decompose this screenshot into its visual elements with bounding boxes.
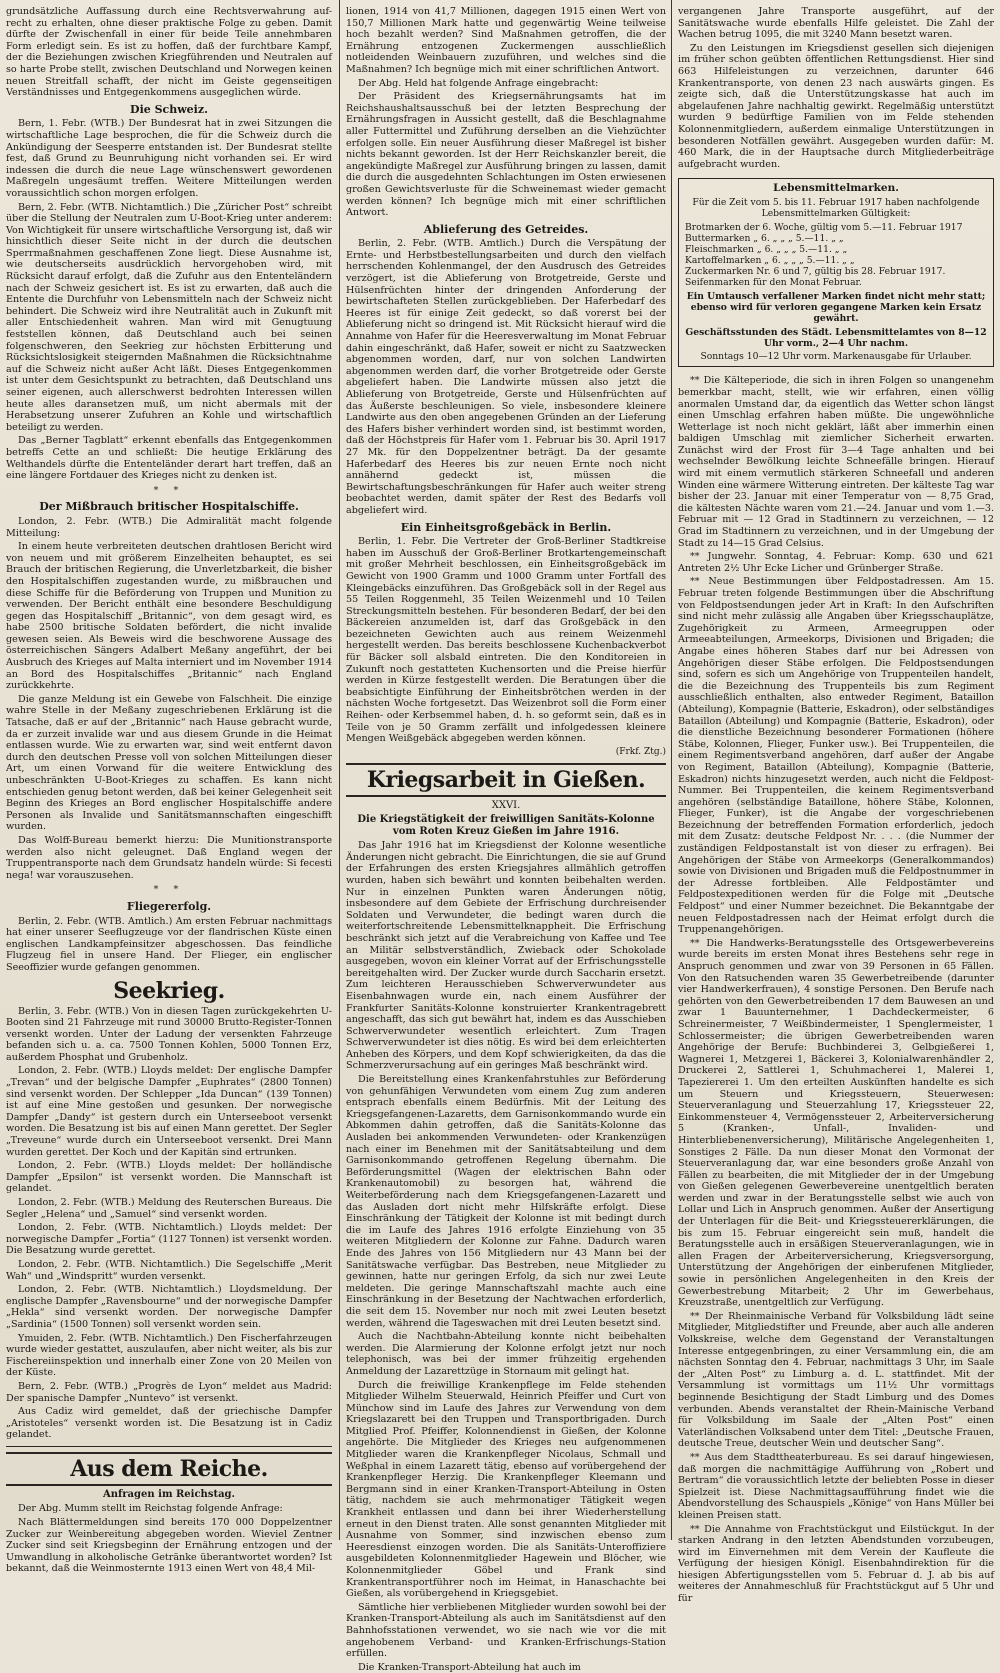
article-paragraph: Ymuiden, 2. Febr. (WTB. Nichtamtlich.) Den Fischerfahrzeugen wurde wieder gestattet, auszulaufen, aber nicht weiter, als bis zur Fischereiinspektion und innerhalb einer Zone von 20 Meilen von der Küste. xyxy=(6,1332,332,1379)
local-news-item: ** Die Kälteperiode, die sich in ihren Folgen so unangenehm bemerkbar macht, stellt, wie wir erfahren, einen völlig anormalen Umstand dar, da eigentlich das Wetter schon längst einen Umschlag erfahren haben müßte. Die ungewöhnliche Wetterlage ist noch nicht geklärt, läßt aber immerhin einen baldigen Umschlag mit ziemlicher Sicherheit erwarten. Zunächst wird der Frost für 3—4 Tage anhalten und bei wechselnder Bewölkung leichte Schneefälle bringen. Hierauf wird mit einem vermutlich stärkeren Schneefall und anderen Winden eine wärmere Witterung eintreten. Der kälteste Tag war bisher der 23. Januar mit einer Temperatur von — 8,75 Grad, die kältesten Nächte waren vom 21.—24. Januar und vom 1.—3. Februar mit — 12 Grad in Stadtinnern zu verzeichnen, — 12 Grad im Stadtinnern zu verzeichnen, und in der Umgebung der Stadt zu 14—15 Grad Celsius. xyxy=(678,375,994,549)
notice-row: Brotmarken der 6. Woche, gültig vom 5.—11. Februar 1917 xyxy=(685,222,963,234)
separator-stars: * * xyxy=(153,484,185,496)
notice-row: Kartoffelmarken „ 6. „ „ „ 5.—11. „ „ xyxy=(685,255,855,267)
notice-row: Buttermarken „ 6. „ „ „ 5.—11. „ „ xyxy=(685,233,844,245)
article-paragraph: Bern, 2. Febr. (WTB.) „Progrès de Lyon“ meldet aus Madrid: Der spanische Dampfer „Nuntevo“ ist versenkt. xyxy=(6,1380,332,1404)
article-paragraph: Die ganze Meldung ist ein Gewebe von Falschheit. Die einzige wahre Stelle in der Meßany zugeschriebenen Erklärung ist die Tatsache, daß er auf der „Britannic“ nach Hause gebracht wurde, da er zurzeit invalide war und aus diesem Grunde in die Heimat entlassen wurde. Wie zu erwarten war, sind weit entfernt davon durch den deutschen Presse voll von solchen Mitteilungen dieser Art, um einen Vorwand für die weitere Entwicklung des unbeschränkten U-Boot-Krieges zu schaffen. Es kann nicht entschieden genug betont werden, daß bei keiner Gelegenheit seit Beginn des Krieges an Bord englischer Hospitalschiffe andere Personen als Invalide und Sanitätsmannschaften eingeschifft wurden. xyxy=(6,693,332,833)
section-heading-getreide: Ablieferung des Getreides. xyxy=(423,222,589,236)
local-news-item: ** Die Annahme von Frachtstückgut und Eilstückgut. In der starken Andrang in den letzten Abendstunden vorzubeugen, wird im Einvernehmen mit dem Verein der Kaufleute die Verfügung der hiesigen Königl. Eisenbahndirektion für die hiesigen Abfertigungsstellen vom 5. Februar d. J. ab bis auf weiteres der Annahmeschluß für Frachtstückgut auf 5 Uhr und für xyxy=(678,1523,994,1605)
article-paragraph: Der Präsident des Kriegsernährungsamts hat im Reichshaushaltsausschuß bei der letzten Besprechung der Ernährungsfragen in Aussicht gestellt, daß die Beschlagnahme aller Futtermittel und Zuführung derselben an die Viehzüchter erfolgen solle. Ein neuer Ausführung dieser Maßregel ist bisher nichts bekannt geworden. Ist der Herr Reichskanzler bereit, die angekündigte Maßregel zur Ausführung bringen zu lassen, damit die durch die ausgedehnten Schlachtungen im Osten erwiesenen großen Gewichtsverluste für die Schweinemast wieder gemacht werden können? Ich begnüge mich mit einer schriftlichen Antwort. xyxy=(346,91,666,219)
column-2 xyxy=(346,0,666,1673)
article-paragraph: Die Kranken-Transport-Abteilung hat auch im xyxy=(358,1661,581,1673)
notice-office-hours: Geschäftsstunden des Städt. Lebensmittelamtes von 8—12 Uhr vorm., 2—4 Uhr nachm. xyxy=(685,327,987,350)
series-number: XXVI. xyxy=(491,800,521,812)
article-paragraph: Die Bereitstellung eines Krankenfahrstuhles zur Beförderung von gehunfähigen Verwundeten vom einem Zug zum anderen entsprach ebenfalls einem Bedürfnis. Mit der Leitung des Kriegsgefangenen-Lazaretts, dem Garnisonkommando wurde ein Abkommen dahin getroffen, daß die Sanitäts-Kolonne das Ausladen bei ankommenden Verwundeten- oder Krankenzügen nach einer im Benehmen mit der Sanitätsabteilung und dem Garnisonkommando getroffenen Regelung übernahm. Die Beförderungsmittel (Wagen der elektrischen Bahn oder Krankenautomobil) zu besorgen hat, während die Weiterbeförderung nach dem Kriegsgefangenen-Lazarett und das Ausladen dort nicht mehr Hilfskräfte erfolgt. Diese Einschränkung der Tätigkeit der Kolonne ist mit bedingt durch die im Laufe des Jahres 1916 erfolgte Einziehung von 35 weiteren Mitgliedern der Kolonne zur Fahne. Dadurch waren Ende des Jahres von 156 Mitgliedern nur 43 Mann bei der Sanitätswache verfügbar. Das Bestreben, neue Mitglieder zu gewinnen, hatte nur geringen Erfolg, da sich nur zwei Leute meldeten. Die geringe Mannschaftszahl machte auch eine Einschränkung in der Besetzung der Nachtwachen erforderlich, die seit dem 15. November nur noch mit zwei Leuten besetzt werden, während die Tageswachen mit drei Leuten besetzt sind. xyxy=(346,1074,666,1329)
article-paragraph: London, 2. Febr. (WTB.) Lloyds meldet: Der holländische Dampfer „Epsilon“ ist versenkt worden. Die Mannschaft ist gelandet. xyxy=(6,1160,332,1195)
article-paragraph: Berlin, 2. Febr. (WTB. Amtlich.) Durch die Verspätung der Ernte- und Herbstbestellungsarbeiten und durch den vielfach herrschenden Kohlenmangel, der den Ausdrusch des Getreides verzögert, ist die Ablieferung von Brotgetreide, Gerste und Hülsenfrüchten hinter der dringenden Anforderung der bewirtschafteten Stellen zurückgeblieben. Der Haferbedarf des Heeres ist für einige Zeit gedeckt, so daß vorerst bei der Ablieferung nicht so dringend ist. Mit Rücksicht hierauf wird die Annahme von Hafer für die Heeresverwaltung im Monat Februar dahin eingeschränkt, daß Hafer, soweit er nicht zu Saatzwecken abgenommen worden, darf, nur von solchen Landwirten abgenommen werden darf, die vorher Brotgetreide oder Gerste abgeliefert haben. Die Landwirte müssen also jetzt die Ablieferung von Brotgetreide, Gerste und Hülsenfrüchten auf das Äußerste beschleunigen. So viele, insbesondere kleinere Landwirte aus den oben angegebenen Gründen an der Lieferung des Hafers bisher verhindert worden sind, ist bestimmt worden, daß der Höchstpreis für Hafer vom 1. Februar bis 30. April 1917 27 Mk. für den Doppelzentner beträgt. Da der gesamte Haferbedarf des Heeres bis zur neuen Ernte noch nicht annähernd gedeckt ist, müssen die Bewirtschaftungsbeschränkungen für Hafer auch weiter streng beobachtet werden, damit später der Rest des Bedarfs voll abgeliefert wird. xyxy=(346,238,666,516)
article-paragraph: Das „Berner Tagblatt“ erkennt ebenfalls das Entgegenkommen betreffs Cette an und schließt: Die heutige Erklärung des Welthandels dürfte die Ententeländer derart hart treffen, daß an eine längere Fortdauer des Krieges nicht zu denken ist. xyxy=(6,435,332,482)
column-rule xyxy=(339,0,340,1540)
article-paragraph: London, 2. Febr. (WTB. Nichtamtlich.) Lloyds meldet: Der norwegische Dampfer „Fortia“ (1127 Tonnen) ist versenkt worden. Die Besatzung wurde gerettet. xyxy=(6,1222,332,1257)
local-news-item: ** Neue Bestimmungen über Feldpostadressen. Am 15. Februar treten folgende Bestimmungen über die Abschriftung von Feldpostsendungen jeder Art in Kraft: In den Aufschriften sind nicht mehr zulässig alle Angaben über Kriegsschauplätze, Zugehörigkeit zu Armeen, Armeegruppen oder Armeeabteilungen, Armeekorps, Divisionen und Brigaden; die Angabe eines höheren Stabes darf nur bei Adressen von Angehörigen dieser Stäbe erfolgen. Die Feldpostsendungen sind, sofern es sich um Angehörige von Truppenteilen handelt, die die Bezeichnung des Truppenteils bis zum Regiment ausschließlich enthalten, also entweder Regiment, Bataillon (Abteilung), Kompagnie (Batterie, Eskadron), oder selbständiges Bataillon (Abteilung) und Kompagnie (Batterie, Eskadron), oder die dienstliche Bezeichnung besonderer Formationen (höhere Stäbe, Kolonnen, Flieger, Funker usw.). Bei Truppenteilen, die einem Regimentsverband angehören, darf außer der Angabe von Regiment, Bataillon (Abteilung), Kompagnie (Batterie, Eskadron) nichts hinzugesetzt werden, auch nicht die Feldpost-Nummer. Bei Truppenteilen, die keinem Regimentsverband angehören (selbständige Bataillone, höhere Stäbe, Kolonnen, Flieger, Funker), ist die Angabe der vorgeschriebenen Bezeichnung der betreffenden Formation erforderlich, jedoch mit dem Zusatz: deutsche Feldpost Nr. . . . (die Nummer der zuständigen Feldpostanstalt ist von dieser zu erfragen). Bei Angehörigen der Stäbe von Armeekorps (Generalkommandos) sowie von Divisionen und Brigaden muß die Feldpostnummer in der Adresse fortbleiben. Alle Feldpostämter und Feldpostexpeditionen werden für die Folge mit „Deutsche Feldpost“ und einer Nummer bezeichnet. Die Bekanntgabe der neuen Feldpostadressen nach der Heimat erfolgt durch die Truppenangehörigen. xyxy=(678,576,994,936)
column-3 xyxy=(678,0,994,1605)
article-paragraph: Der Abg. Mumm stellt im Reichstag folgende Anfrage: xyxy=(18,1503,283,1515)
notice-row: Fleischmarken „ 6. „ „ „ 5.—11. „ „ xyxy=(685,244,848,256)
subheading-anfragen: Anfragen im Reichstag. xyxy=(102,1488,236,1500)
article-paragraph: London, 2. Febr. (WTB.) Lloyds meldet: Der englische Dampfer „Trevan“ und der belgische Dampfer „Euphrates“ (2800 Tonnen) sind versenkt worden. Der Schlepper „Ida Duncan“ (139 Tonnen) ist auf eine Mine gestoßen und gesunken. Der norwegische Dampfer „Dandy“ ist gestern durch ein Unterseeboot versenkt worden. Die Besatzung ist bis auf einen Mann gerettet. Der Segler „Treveune“ wurde durch ein Unterseeboot versenkt. Drei Mann wurden gerettet. Der Koch und der Kapitän sind ertrunken. xyxy=(6,1065,332,1158)
section-heading-missbrauch: Der Mißbrauch britischer Hospitalschiffe. xyxy=(39,500,299,514)
column-1 xyxy=(6,0,332,1575)
article-paragraph: Der Abg. Held hat folgende Anfrage eingebracht: xyxy=(358,77,599,89)
notice-warning: Ein Umtausch verfallener Marken findet nicht mehr statt; ebenso wird für verloren gegangene Marken kein Ersatz gewährt. xyxy=(686,291,986,325)
article-paragraph: Berlin, 1. Febr. Die Vertreter der Groß-Berliner Stadtkreise haben im Ausschuß der Groß-Berliner Brotkartengemeinschaft mit großer Mehrheit beschlossen, ein Einheitsgroßgebäck im Gewicht von 1900 Gramm und 1000 Gramm unter Fortfall des Kleingebäcks einzuführen. Das Großgebäck soll in der Regel aus 55 Teilen Roggenmehl, 35 Teilen Weizenmehl und 10 Teilen Streckungsmitteln bestehen. Für besonderen Bedarf, der bei den Bäckereien anzumelden ist, darf das Großgebäck in den bezeichneten Gewichten auch aus reinem Weizenmehl hergestellt werden. Das bereits beschlossene Kuchenbackverbot für Bäcker soll alsbald eintreten. Die den Konditoreien in Zukunft noch gestatteten Kuchensorten und die Preise hierfür werden in Kürze festgestellt werden. Die Beratungen über die beabsichtigte Einführung der Einheitsbrötchen werden in der nächsten Woche fortgesetzt. Das Weizenbrot soll die Form einer Reihen- oder Kerbsemmel haben, d. h. so geformt sein, daß es in Teile von je 50 Gramm zerfällt und infolgedessen kleinere Mengen Weißgebäck abgegeben werden können. xyxy=(346,536,666,745)
article-paragraph: Aus Cadiz wird gemeldet, daß der griechische Dampfer „Aristoteles“ versenkt worden ist. Die Besatzung ist in Cadiz gelandet. xyxy=(6,1406,332,1441)
separator-stars: * * xyxy=(153,884,185,896)
divider xyxy=(6,1446,332,1447)
article-paragraph: grundsätzliche Auffassung durch eine Rechtsverwahrung auf-recht zu erhalten, ohne dieser praktische Folge zu geben. Damit dürfte der Zwischenfall in einer für beide Teile annehmbaren Form erledigt sein. Es ist zu hoffen, daß der furchtbare Kampf, der die Beziehungen zwischen Kriegführenden und Neutralen auf so harte Probe stellt, zwischen Deutschland und Norwegen keinen neuen Streitfall schafft, der nicht im Geiste gegenseitigen Verständnisses und Entgegenkommens ausgeglichen würde. xyxy=(6,6,332,99)
section-heading-seekrieg: Seekrieg. xyxy=(113,977,225,1004)
article-paragraph: Bern, 2. Febr. (WTB. Nichtamtlich.) Die „Züricher Post“ schreibt über die Stellung der Neutralen zum U-Boot-Krieg unter anderem: Von Wichtigkeit für unsere wirtschaftliche Versorgung ist, daß wir hinsichtlich dieser Seite nicht in der durch die deutschen Sperrmaßnahmen geschaffenen Zone liegt. Diese Ausnahme ist, wie deutscherseits ausdrücklich hervorgehoben wird, mit Rücksicht darauf erfolgt, daß die Zufuhr aus den Ententeländern nach der Schweiz gesichert ist. Es ist zu erwarten, daß auch die Entente die Durchfuhr von Lebensmitteln nach der Schweiz nicht behindert. Die Schweiz wird ihre Neutralität auch in Zukunft mit aller Entschiedenheit wahren. Man wird mit Genugtuung feststellen können, daß Deutschland auch bei seinen folgenschweren, den Seekrieg zur höchsten Erbitterung und Rücksichtslosigkeit steigernden Maßnahmen die Rücksichtnahme auf die Schweiz nicht außer Acht läßt. Dieses Entgegenkommen ist unter dem Gesichtspunkt zu betrachten, daß Deutschland uns seiner eigenen, auch allerschwerst bedrohten Interessen willen heute alles daransetzen muß, um nicht abermals mit der Herabsetzung unserer Zufuhren an Kohle und wirtschaftlich beteiligt zu werden. xyxy=(6,201,332,433)
article-subheading: Die Kriegstätigkeit der freiwilligen Sanitäts-Kolonne vom Roten Kreuz Gießen im Jahre 1916. xyxy=(357,814,655,837)
article-paragraph: London, 2. Febr. (WTB.) Die Admiralität macht folgende Mitteilung: xyxy=(6,515,332,539)
section-heading-einheitsbrot: Ein Einheitsgroßgebäck in Berlin. xyxy=(400,520,612,534)
local-news-item: ** Aus dem Stadttheaterbureau. Es sei darauf hingewiesen, daß morgen die nachmittägige Aufführung von „Robert und Bertram“ die voraussichtlich letzte der beliebten Posse in dieser Spielzeit ist. Diese Nachmittagsaufführung findet wie die Abendvorstellung des Schauspiels „Könige“ von Hans Müller bei kleinen Preisen statt. xyxy=(678,1451,994,1521)
notice-title: Lebensmittelmarken. xyxy=(773,182,899,195)
article-paragraph: lionen, 1914 von 41,7 Millionen, dagegen 1915 einen Wert von 150,7 Millionen Mark hatte und gegenwärtig Weine teilweise hoch bezahlt werden? Sind Maßnahmen getroffen, die der Ernährung entzogenen Zuckermengen ausschließlich notleidenden Weinbauern zuzuführen, und welches sind die Maßnahmen? Ich begnüge mich mit einer schriftlichen Antwort. xyxy=(346,6,666,75)
article-paragraph: Das Jahr 1916 hat im Kriegsdienst der Kolonne wesentliche Änderungen nicht gebracht. Die Einrichtungen, die sie auf Grund der Erfahrungen des ersten Kriegsjahres allmählich getroffen wurden, haben sich bewährt und konnten beibehalten werden. Nur in einzelnen Punkten waren Änderungen nötig, insbesondere auf dem Gebiete der Erfrischung durchreisender Soldaten und Verwundeter, die bedingt waren durch die weiterfortschreitende Lebensmittelknappheit. Die Erfrischung beschränkt sich jetzt auf die Verabreichung von Kaffee und Tee an Militär selbstverständlich, Zwieback oder Schokolade ausgegeben, wovon ein kleiner Vorrat auf der Erfrischungsstelle bereitgehalten wird. Der Zucker wurde durch Saccharin ersetzt. Zum leichteren Herausschieben Schwerverwundeter aus Eisenbahnwagen wurde ein, nach einem Ausführer der Frankfurter Sanitäts-Kolonne konstruierter Krankentragebrett angeschafft, das sich gut bewährt hat, indem es das Ausschieben Schwerverwundeter wesentlich erleichtert. Zum Tragen Schwerverwundeter ist dies nötig. Es wird bei dem erleichterten Anheben des Körpers, und dem Kopf schwierigkeiten, da das die Schmerzverursachung auf ein geringes Maß beschränkt wird. xyxy=(346,840,666,1072)
article-paragraph: Berlin, 3. Febr. (WTB.) Von in diesen Tagen zurückgekehrten U-Booten sind 21 Fahrzeuge mit rund 30000 Brutto-Register-Tonnen versenkt worden. Unter der Ladung der versenkten Fahrzeuge befanden sich u. a. ca. 7500 Tonnen Kohlen, 5000 Tonnen Erz, außerdem Phosphat und Grubenholz. xyxy=(6,1005,332,1063)
article-paragraph: Bern, 1. Febr. (WTB.) Der Bundesrat hat in zwei Sitzungen die wirtschaftliche Lage besprochen, die für die Schweiz durch die Ankündigung der Seesperre entstanden ist. Der Bundesrat stellte fest, daß Grund zu Beunruhigung nicht vorhanden sei. Er wird indessen die durch die neue Lage wünschenswert gewordenen Maßregeln ungesäumt treffen. Weitere Mitteilungen werden voraussichtlich schon morgen erfolgen. xyxy=(6,118,332,199)
article-paragraph: Das Wolff-Bureau bemerkt hierzu: Die Munitionstransporte werden also nicht geleugnet. Daß England wegen der Truppentransporte nach dem Grundsatz handeln würde: Si fecesti nega! war vorauszusehen. xyxy=(6,834,332,881)
local-news-item: ** Jungwehr. Sonntag, 4. Februar: Komp. 630 und 621 Antreten 2½ Uhr Ecke Licher und Grünberger Straße. xyxy=(678,551,994,574)
article-paragraph: Berlin, 2. Febr. (WTB. Amtlich.) Am ersten Februar nachmittags hat einer unserer Seeflugzeuge vor der flandrischen Küste einen englischen Landkampfeinsitzer abgeschossen. Das feindliche Flugzeug fiel in unsere Hand. Der Flieger, ein englischer Seeoffizier wurde gefangen genommen. xyxy=(6,915,332,973)
article-paragraph: London, 2. Febr. (WTB. Nichtamtlich.) Lloydsmeldung. Der englische Dampfer „Ravensbourne“ und der norwegische Dampfer „Hekla“ sind versenkt worden. Der norwegische Dampfer „Sardinia“ (1500 Tonnen) soll versenkt worden sein. xyxy=(6,1284,332,1330)
article-paragraph: Durch die freiwillige Krankenpflege im Felde stehenden Mitglieder Wilhelm Steuerwald, Heinrich Pfeiffer und Curt von Münchow sind im Laufe des Jahres zur Verwendung von dem Kriegslazarett bei den Truppen und Transportbrigaden. Durch Mitglied Prof. Pfeiffer, Kolonnendienst in Gießen, der Kolonne angehörte. Die Mitglieder des Krieges neu aufgenommenen Mitglieder waren die Krankenpfleger Nicolaus, Schmall und Weßphal in einem Lazarett tätig, ebenso auf vorübergehend der Krankenpfleger Herzig. Die Krankenpfleger Kleemann und Bergmann sind in einer Kranken-Transport-Abteilung in Osten tätig, nachdem sie auch mehrmonatiger Tätigkeit wegen Krankheit entlassen und dann bei ihrer Wiederherstellung erneut in den Dienst traten. Alle sonst genannten Mitglieder mit Ausnahme von Sommer, sind inzwischen ebenso zum Heeresdienst einzogen worden. Die als Sanitäts-Unteroffiziere ausgebildeten Kolonnenmitglieder Hagewein und Blöcher, wie Kolonnenmitglieder Göbel und Frank sind Krankentransportführer noch im Heimat, in Hanaschachte bei Gießen, als vorübergehend in Kriegsgebiet. xyxy=(346,1379,666,1600)
article-paragraph: In einem heute verbreiteten deutschen drahtlosen Bericht wird von neuem und mit größerem Einzelheiten behauptet, es sei Brauch der britischen Regierung, die Unverletzbarkeit, die bisher den Hospitalschiffen zugestanden wurde, zu mißbrauchen und diese Schiffe für die Beförderung von Truppen und Munition zu verwenden. Der Bericht enthält eine besondere Beschuldigung gegen das Hospitalschiff „Britannic“, von dem gesagt wird, es habe 2500 britische Soldaten befördert, die nicht invalide gewesen seien. Als Beweis wird die beschworene Aussage des österreichischen Sängers Adalbert Meßany angeführt, der bei Ausbruch des Krieges auf Malta interniert und im November 1914 an Bord des Hospitalschiffes „Britannic“ nach England zurückkehrte. xyxy=(6,541,332,692)
source-attribution: (Frkf. Ztg.) xyxy=(615,746,666,757)
article-paragraph: Nach Blättermeldungen sind bereits 170 000 Doppelzentner Zucker zur Weinbereitung abgegeben worden. Wieviel Zentner Zucker sind seit Kriegsbeginn der Ernährung entzogen und der Umwandlung in alkoholische Getränke überantwortet worden? Ist bekannt, daß die Weinmosternte 1913 einen Wert von 48,4 Mil- xyxy=(6,1517,332,1575)
article-paragraph: London, 2. Febr. (WTB.) Meldung des Reuterschen Bureaus. Die Segler „Helena“ und „Samuel“ sind versenkt worden. xyxy=(6,1197,332,1220)
section-heading-schweiz: Die Schweiz. xyxy=(130,102,208,116)
local-news-item: ** Der Rheinmainische Verband für Volksbildung lädt seine Mitglieder, Mitgliedstifter und Freunde, aber auch alle anderen Volkskreise, welche dem Gegenstand der Veranstaltungen Interesse entgegenbringen, zu einer Versammlung ein, die am nächsten Sonntag den 4. Februar, nachmittags 3 Uhr, im Saale der „Alten Post“ zu Limburg a. d. L. stattfindet. Mit der Versammlung ist vormittags um 11½ Uhr vormittags beginnende Besichtigung der Stadt Limburg und des Domes verbunden. Abends veranstaltet der Rhein-Mainische Verband für Volksbildung im Saale der „Alten Post“ einen Vaterländischen Volksabend unter dem Titel: „Deutsche Frauen, deutsche Treue, deutscher Wein und deutscher Sang“. xyxy=(678,1310,994,1450)
article-paragraph: Auch die Nachtbahn-Abteilung konnte nicht beibehalten werden. Die Alarmierung der Kolonne erfolgt jetzt nur noch telephonisch, was bei der immer frühzeitig ergehenden Anmeldung der Lazarettzüge in Stornaum mit gelingt hat. xyxy=(346,1331,666,1377)
section-heading-flieger: Fliegererfolg. xyxy=(126,899,212,913)
local-news-item: ** Die Handwerks-Beratungsstelle des Ortsgewerbevereins wurde bereits im ersten Monat ihres Bestehens sehr rege in Anspruch genommen und zwar von 39 Personen in 65 Fällen. Von den Ratsuchenden waren 35 Gewerbetreibende (darunter vier Handwerkerfrauen), 4 sonstige Personen. Den Berufe nach gehörten von den Gewerbetreibenden 17 dem Bauwesen an und zwar 1 Bauunternehmer, 1 Dachdeckermeister, 6 Schreinermeister, 7 Weißbindermeister, 1 Spenglermeister, 1 Schlossermeister; die übrigen Gewerbetreibenden waren Angehörige der Berufe: Buchbinderei 3, Gelbgießerei 1, Wagnerei 1, Metzgerei 1, Bäckerei 3, Kolonialwarenhändler 2, Druckerei 2, Sattlerei 1, Schuhmacherei 1, Malerei 1, Tapeziererei 1. Um den erteilten Auskünften handelte es sich um Steuern und Kriegssteuern, Steuerwesen: Steuerveranlagung und Steuerzahlung 17, Kriegssteuer 22, Einkommensteuer 4, Vermögenssteuer 2, Arbeiterversicherung 5 (Kranken-, Unfall-, Invaliden- und Hinterbliebenenversicherung), Militärische Angelegenheiten 1, Sonstiges 2 Fälle. Da nun dieser Monat den Vormonat der Steuerveranlagung dar, war eine besonders große Anzahl von Fällen zu bearbeiten, die mit Mitglieder der in der Umgebung von Gießen gelegenen Gewerbevereine unentgeltlich beraten werden und zwar in der Beratungsstelle selbst wie auch von Lollar und Lich in Anspruch genommen. Außer der Ansertigung der Unterlagen für die Beit- und Kriegssteuererklärungen, die bis zum 15. Februar eingereicht sein muß, handelt die Beratungsstelle auch in ersäßigen Steuerveranlagungen, wie in allen Fragen der Arbeiterversicherung, Kriegsversorgung, Unterstützung der Angehörigen der einberufenen Mitglieder, sowie in persönlichen Angelegenheiten in den Kreis der Gewerbestrebung Mitarbeit; 2 Uhr im Gewerbehaus, Kreuzstraße, unentgeltlich zur Verfügung. xyxy=(678,937,994,1309)
notice-intro: Für die Zeit vom 5. bis 11. Februar 1917 haben nachfolgende Lebensmittelmarken Gültigkeit: xyxy=(692,197,980,220)
article-paragraph: Zu den Leistungen im Kriegsdienst gesellen sich diejenigen im früher schon geübten öffentlichen Rettungsdienst. Hier sind 663 Hilfeleistungen zu verzeichnen, darunter 646 Krankentransporte, von denen 23 nach auswärts gingen. Es zeigte sich, daß die Unterstützungskasse hat auch im abgelaufenen Jahre nachhaltig gewirkt. Regelmäßig unterstützt wurden 9 bedürftige Familien von im Felde stehenden Kolonnenmitgliedern, außerdem einmalige Unterstützungen in besonderen Notfällen gewährt. Ausgegeben wurden dafür: M. 460 Mark, die in der Hauptsache durch Mitgliederbeiträge aufgebracht wurden. xyxy=(678,42,994,170)
section-heading-giessen: Kriegsarbeit in Gießen. xyxy=(346,763,666,797)
lebensmittelmarken-notice xyxy=(678,178,994,367)
notice-sunday-hours: Sonntags 10—12 Uhr vorm. Markenausgabe für Urlauber. xyxy=(700,351,972,363)
article-paragraph: London, 2. Febr. (WTB. Nichtamtlich.) Die Segelschiffe „Merit Wah“ und „Windspritt“ wurden versenkt. xyxy=(6,1258,332,1282)
notice-row: Seifenmarken für den Monat Februar. xyxy=(685,277,862,289)
article-paragraph: vergangenen Jahre Transporte ausgeführt, auf der Sanitätswache wurde ebenfalls Hilfe geleistet. Die Zahl der Wachen betrug 1095, die mit 3240 Mann besetzt waren. xyxy=(678,6,994,41)
notice-row: Zuckermarken Nr. 6 und 7, gültig bis 28. Februar 1917. xyxy=(685,266,946,278)
column-rule xyxy=(671,0,672,1540)
article-paragraph: Sämtliche hier verbliebenen Mitglieder wurden sowohl bei der Kranken-Transport-Abteilung als auch im Sanitätsdienst auf den Bahnhofsstationen verwendet, wo sie nach wie vor die mit angehobenem Verband- und Kranken-Erfrischungs-Station erfüllen. xyxy=(346,1601,666,1660)
section-heading-reiche: Aus dem Reiche. xyxy=(6,1452,332,1486)
